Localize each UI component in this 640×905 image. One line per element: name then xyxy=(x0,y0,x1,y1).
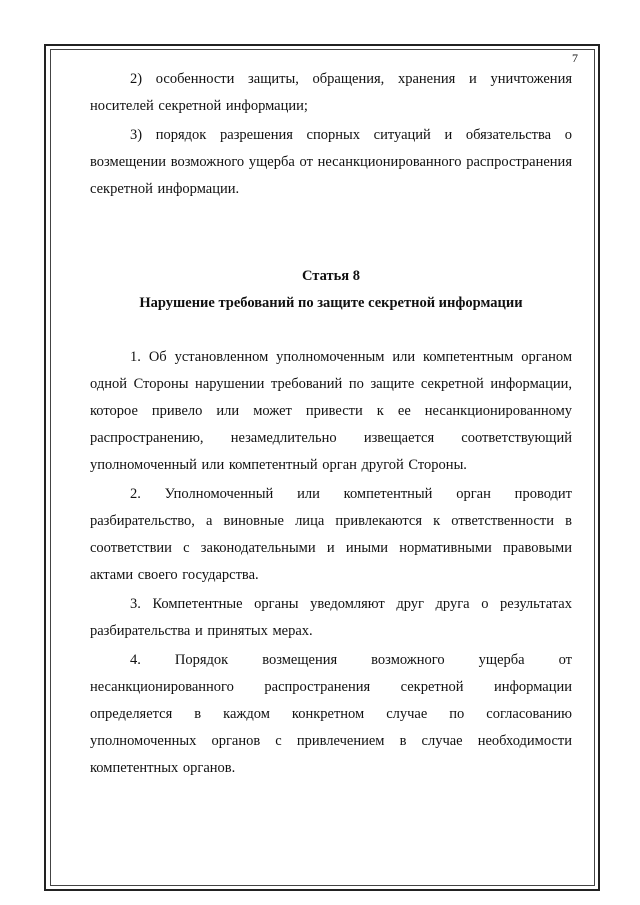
article-paragraph-3: 3. Компетентные органы уведомляют друг друга о результатах разбирательства и принятых мерах. xyxy=(90,596,572,639)
article-paragraph-2: 2. Уполномоченный или компетентный орган проводит разбирательство, а виновные лица привлекаются к ответственности в соответствии с законодательными и иными нормативными правовыми актами своего государства. xyxy=(90,486,572,583)
article-title: Нарушение требований по защите секретной информации xyxy=(139,295,523,311)
page-number: 7 xyxy=(572,51,578,65)
document-body xyxy=(90,66,572,782)
article-number: Статья 8 xyxy=(302,268,360,284)
paragraph-item-3: 3) порядок разрешения спорных ситуаций и обязательства о возмещении возможного ущерба от несанкционированного распространения секретной информации. xyxy=(90,127,572,197)
article-paragraph-1: 1. Об установленном уполномоченным или компетентным органом одной Стороны нарушении требований по защите секретной информации, которое привело или может привести к ее несанкционированному распространению, незамедлительно извещается соответствующий уполномоченный или компетентный орган другой Стороны. xyxy=(90,349,572,473)
paragraph-item-2: 2) особенности защиты, обращения, хранения и уничтожения носителей секретной информации; xyxy=(90,71,572,114)
article-paragraph-4: 4. Порядок возмещения возможного ущерба от несанкционированного распространения секретной информации определяется в каждом конкретном случае по согласованию уполномоченных органов с привлечением в случае необходимости компетентных органов. xyxy=(90,652,572,776)
